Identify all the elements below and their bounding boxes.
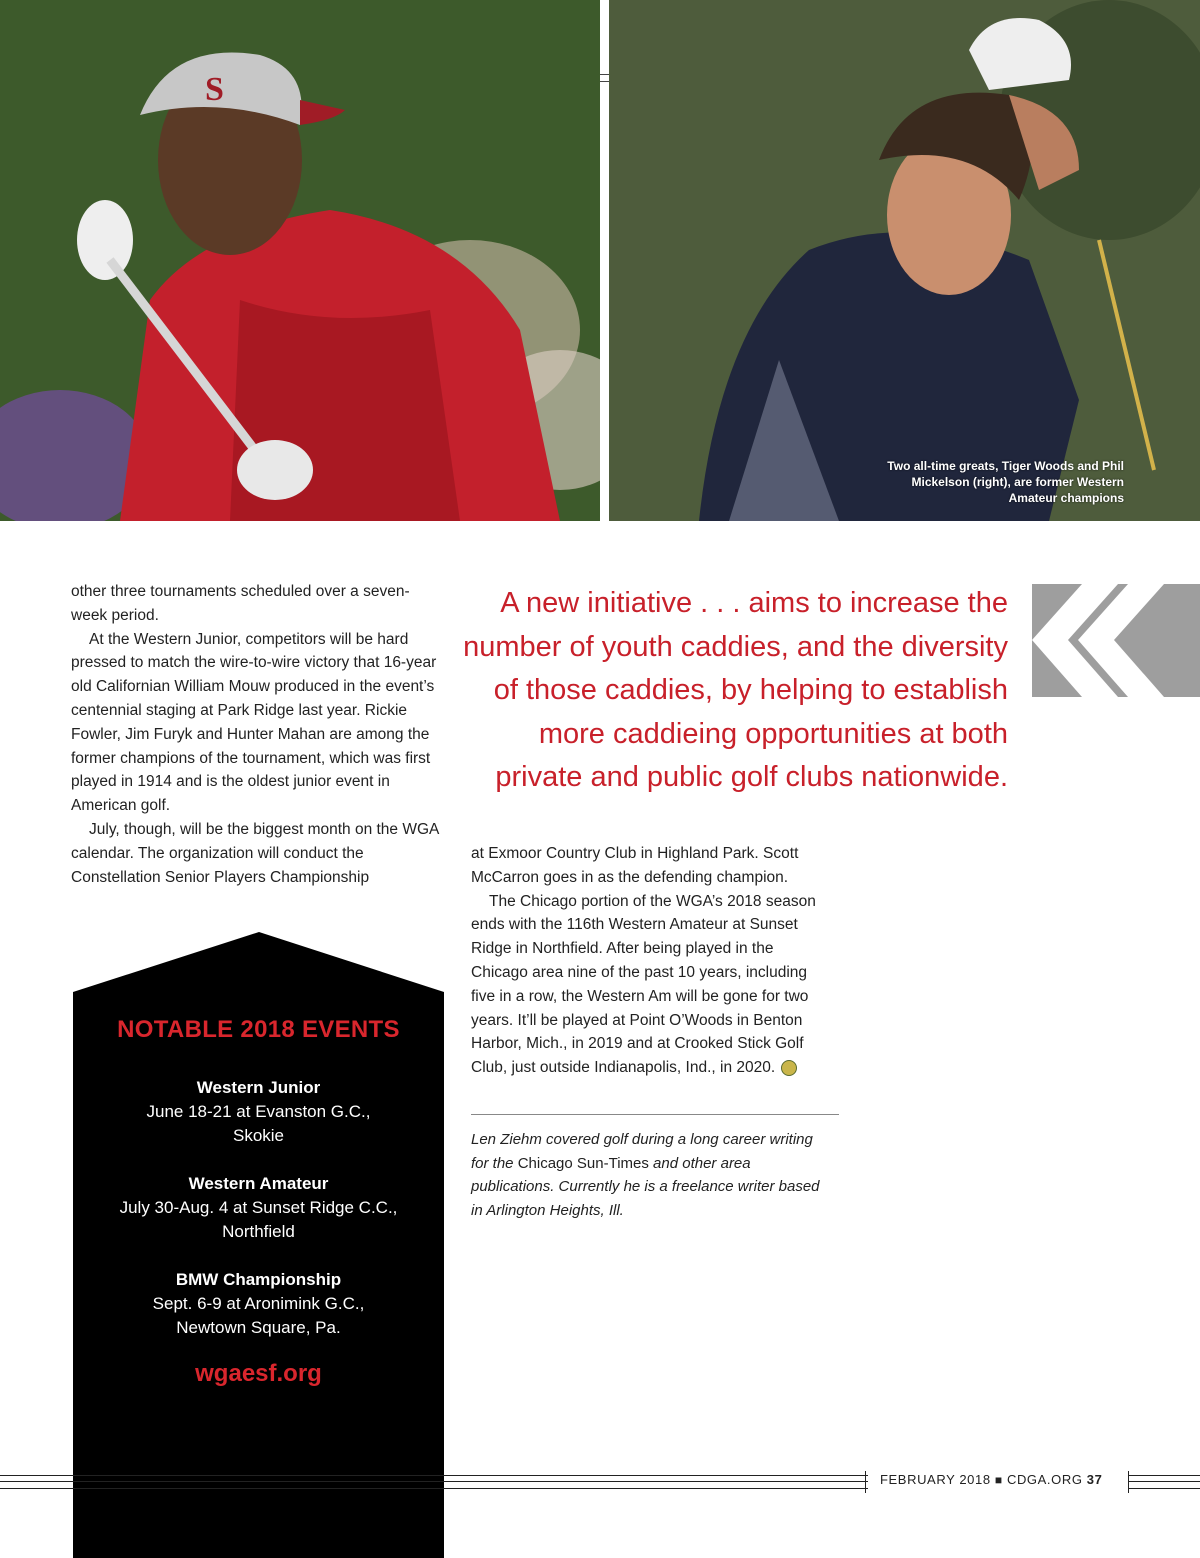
pull-quote: A new initiative . . . aims to increase the number of youth caddies, and the diversity of those caddies, by helping to establish more caddieing opportunities at both private and public golf clubs nationwide. [463,587,1008,793]
event-location: Newtown Square, Pa. [176,1318,341,1337]
footer-issue: FEBRUARY 2018 [880,1472,991,1487]
event-location: Northfield [222,1222,295,1241]
article-paragraph: at Exmoor Country Club in Highland Park. Scott McCarron goes in as the defending champion. [471,845,799,886]
page-footer [880,1472,1120,1487]
cdga-logo-icon [781,1060,797,1076]
photo-caption: Two all-time greats, Tiger Woods and Phil Mickelson (right), are former Western Amateur champions [887,459,1124,505]
event-name: Western Junior [196,1078,321,1097]
event-details: June 18-21 at Evanston G.C., [146,1102,371,1121]
event-western-junior [73,1076,444,1148]
author-bio-text: and other area publications. Currently he is a freelance writer based in Arlington Heights, Ill. [471,1154,820,1219]
article-paragraph: At the Western Junior, competitors will be hard pressed to match the wire-to-wire victory that 16-year old Californian William Mouw produced in the event’s centennial staging at Park Ridge last year. Rickie Fowler, Jim Furyk and Hunter Mahan are among the former champions of the tournament, which was first played in 1914 and is the oldest junior event in American golf. [71,630,437,815]
event-western-amateur [73,1172,444,1244]
publication-name: Chicago Sun-Times [517,1154,649,1172]
events-website-link[interactable]: wgaesf.org [195,1360,322,1387]
article-column-left [71,580,441,889]
event-location: Skokie [232,1126,285,1145]
footer-rule-left [0,1475,868,1489]
page-number: 37 [1086,1472,1103,1487]
notable-events-box [73,932,444,1558]
footer-bullet: ■ [994,1473,1003,1487]
event-name: BMW Championship [175,1270,342,1289]
photo-phil-mickelson [609,0,1200,521]
author-bio [471,1128,831,1222]
article-column-right [471,842,831,1080]
events-title: NOTABLE 2018 EVENTS [117,1016,400,1043]
footer-site: CDGA.ORG [1006,1472,1083,1487]
svg-text:S: S [205,71,224,108]
photo-tiger-woods [0,0,600,521]
chevron-left-icon [1032,584,1200,697]
event-name: Western Amateur [188,1174,329,1193]
article-paragraph-text: The Chicago portion of the WGA’s 2018 season ends with the 116th Western Amateur at Sunset Ridge in Northfield. After being played in the Chicago area nine of the past 10 years, including five in a row, the Western Am will be gone for two years. It’ll be played at Point O’Woods in Benton Harbor, Mich., in 2019 and at Crooked Stick Golf Club, just outside Indianapolis, Ind., in 2020. [471,892,816,1077]
photo-tiger-illustration [0,0,600,521]
event-details: Sept. 6-9 at Aronimink G.C., [152,1294,365,1313]
article-paragraph: July, though, will be the biggest month on the WGA calendar. The organization will conduct the Constellation Senior Players Championship [71,820,439,886]
event-details: July 30-Aug. 4 at Sunset Ridge C.C., [119,1198,398,1217]
author-bio-text: Len Ziehm covered golf during a long career writing for the [471,1131,813,1172]
event-bmw-championship [73,1268,444,1340]
footer-rule-right [1128,1475,1200,1489]
center-divider-mark [600,74,609,82]
article-paragraph: other three tournaments scheduled over a seven-week period. [71,583,410,624]
photo-mickelson-illustration [609,0,1200,521]
footer-rule-cap [865,1471,866,1493]
bio-divider [471,1114,839,1115]
article-paragraph [471,890,831,1080]
